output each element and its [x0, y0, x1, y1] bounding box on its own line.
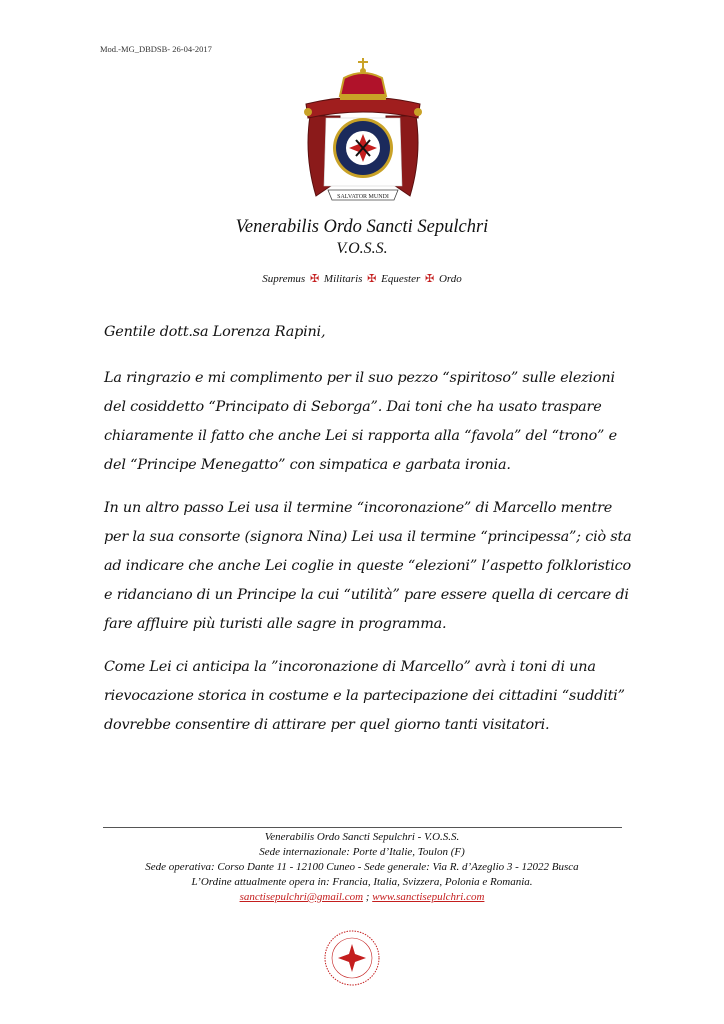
crest-banner-text: SALVATOR MUNDI: [337, 194, 389, 200]
footer-contacts: [0, 890, 724, 905]
document-reference: Mod.-MG_DBDSB- 26-04-2017: [100, 44, 212, 54]
letter-paragraph: La ringrazio e mi complimento per il suo pezzo “spiritoso” sulle elezioni del cosiddetto “Principato di Seborga”. Dai toni che ha usato traspare chiaramente il fatto che anche Lei si rapporta alla “favola” del “trono” e del “Principe Menegatto” con simpatica e garbata ironia.: [104, 370, 617, 473]
organization-abbreviation: V.O.S.S.: [336, 240, 388, 257]
email-link[interactable]: sanctisepulchri@gmail.com: [239, 891, 364, 903]
footer: [0, 830, 724, 905]
motto: [0, 272, 724, 285]
cross-icon: ✠: [309, 273, 320, 285]
motto-word: Supremus: [262, 273, 306, 285]
cross-icon: ✠: [367, 273, 377, 285]
letter-paragraph: In un altro passo Lei usa il termine “incoronazione” di Marcello mentre per la sua consorte (signora Nina) Lei usa il termine “principessa”; ciò sta ad indicare che anche Lei coglie in queste “elezioni” l’aspetto folkloristico e ridanciano di un Principe la cui “utilità” pare essere quella di cercare di fare affluire più turisti alle sagre in programma.: [104, 500, 632, 632]
coat-of-arms-icon: [298, 56, 428, 216]
motto-word: Equester: [381, 273, 421, 285]
letter-paragraph: Come Lei ci anticipa la ”incoronazione di Marcello” avrà i toni di una rievocazione storica in costume e la partecipazione dei cittadini “sudditi” dovrebbe consentire di attirare per quel giorno tanti visitatori.: [104, 659, 625, 733]
contact-separator: ;: [363, 891, 373, 903]
footer-divider: [103, 827, 622, 828]
order-seal-icon: [322, 928, 382, 988]
website-link[interactable]: www.sanctisepulchri.com: [372, 891, 485, 903]
footer-addresses: Sede operativa: Corso Dante 11 - 12100 Cuneo - Sede generale: Via R. d’Azeglio 3 - 12022 Busca: [145, 861, 579, 873]
letter-body: [104, 318, 639, 754]
organization-name: Venerabilis Ordo Sancti Sepulchri: [235, 217, 489, 237]
footer-international-seat: Sede internazionale: Porte d’Italie, Toulon (F): [259, 846, 465, 858]
motto-word: Militaris: [323, 273, 363, 285]
cross-icon: ✠: [425, 273, 435, 285]
footer-org-line: Venerabilis Ordo Sancti Sepulchri - V.O.S.S.: [264, 831, 460, 843]
motto-word: Ordo: [438, 273, 462, 285]
letter-greeting: Gentile dott.sa Lorenza Rapini,: [104, 324, 326, 340]
footer-countries: L’Ordine attualmente opera in: Francia, Italia, Svizzera, Polonia e Romania.: [191, 876, 533, 888]
